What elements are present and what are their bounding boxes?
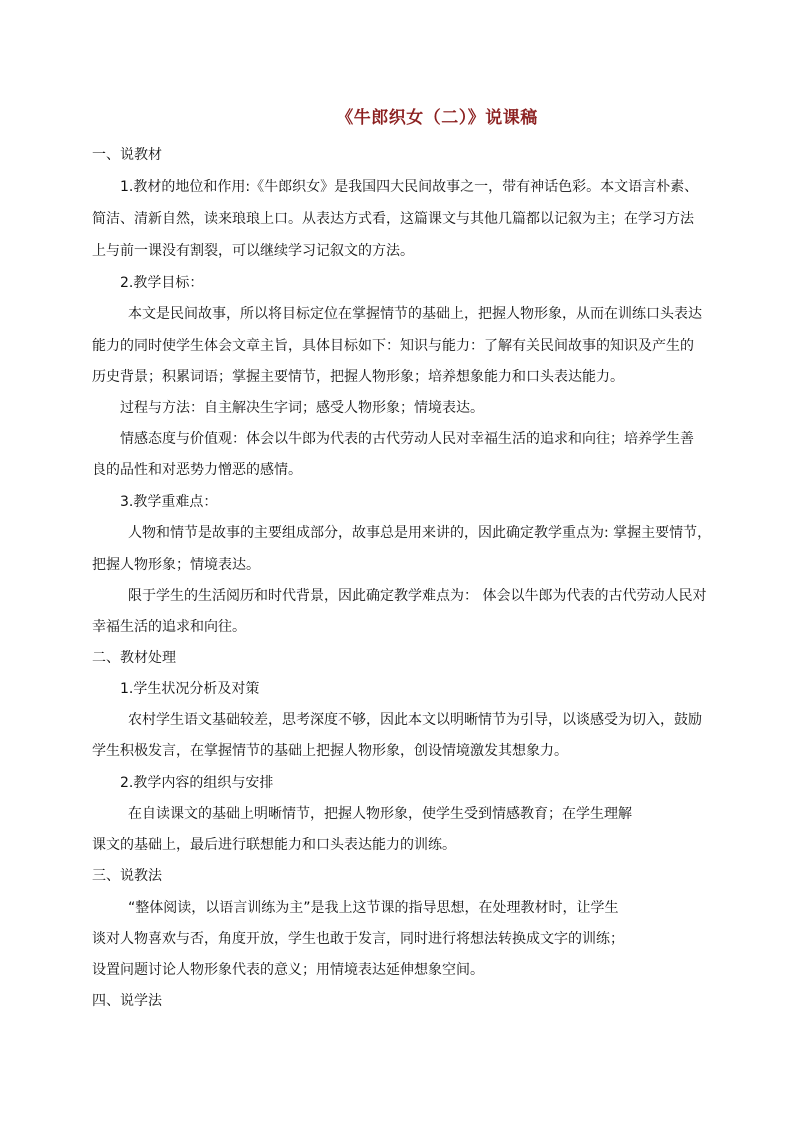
paragraph-line: 本文是民间故事，所以将目标定位在掌握情节的基础上，把握人物形象，从而在训练口头表达 [128, 306, 702, 322]
paragraph-line: 情感态度与价值观：体会以牛郎为代表的古代劳动人民对幸福生活的追求和向往；培养学生善 [120, 431, 694, 447]
paragraph-line: 把握人物形象；情境表达。 [92, 557, 260, 573]
paragraph-line: 学生积极发言，在掌握情节的基础上把握人物形象，创设情境激发其想象力。 [92, 743, 568, 759]
paragraph-line: 农村学生语文基础较差，思考深度不够，因此本文以明晰情节为引导，以谈感受为切入，鼓励 [128, 712, 702, 728]
section-heading: 四、说学法 [92, 993, 162, 1009]
paragraph-line: 历史背景；积累词语；掌握主要情节，把握人物形象；培养想象能力和口头表达能力。 [92, 369, 624, 385]
section-heading: 三、说教法 [92, 868, 162, 884]
subheading: 2.教学目标： [120, 275, 204, 291]
paragraph-line: 上与前一课没有割裂，可以继续学习记叙文的方法。 [92, 243, 414, 259]
subheading: 2.教学内容的组织与安排 [120, 775, 274, 791]
section-heading: 二、教材处理 [92, 650, 176, 666]
paragraph-line: 良的品性和对恶势力憎恶的感情。 [92, 462, 302, 478]
paragraph-line: 设置问题讨论人物形象代表的意义；用情境表达延伸想象空间。 [92, 962, 484, 978]
paragraph-line: 过程与方法：自主解决生字词；感受人物形象；情境表达。 [120, 400, 484, 416]
paragraph-line: 简洁、清新自然，读来琅琅上口。从表达方式看，这篇课文与其他几篇都以记叙为主；在学习方法 [92, 211, 694, 227]
paragraph-line: 课文的基础上，最后进行联想能力和口头表达能力的训练。 [92, 837, 456, 853]
paragraph-line: 幸福生活的追求和向往。 [92, 619, 246, 635]
paragraph-line: 人物和情节是故事的主要组成部分，故事总是用来讲的，因此确定教学重点为: 掌握主要情节， [128, 525, 712, 541]
paragraph-line: “整体阅读，以语言训练为主”是我上这节课的指导思想，在处理教材时，让学生 [128, 900, 619, 916]
paragraph-line: 1.教材的地位和作用:《牛郎织女》是我国四大民间故事之一，带有神话色彩。本文语言朴素、 [120, 179, 699, 195]
paragraph-line: 限于学生的生活阅历和时代背景，因此确定教学难点为： 体会以牛郎为代表的古代劳动人民对 [128, 588, 707, 604]
paragraph-line: 能力的同时使学生体会文章主旨，具体目标如下：知识与能力：了解有关民间故事的知识及产生的 [92, 338, 694, 354]
subheading: 1.学生状况分析及对策 [120, 681, 260, 697]
paragraph-line: 在自读课文的基础上明晰情节，把握人物形象，使学生受到情感教育；在学生理解 [128, 806, 632, 822]
document-title: 《牛郎织女（二）》说课稿 [336, 108, 538, 128]
paragraph-line: 谈对人物喜欢与否，角度开放，学生也敢于发言，同时进行将想法转换成文字的训练； [92, 931, 624, 947]
section-heading: 一、说教材 [92, 147, 162, 163]
subheading: 3.教学重难点： [120, 494, 218, 510]
